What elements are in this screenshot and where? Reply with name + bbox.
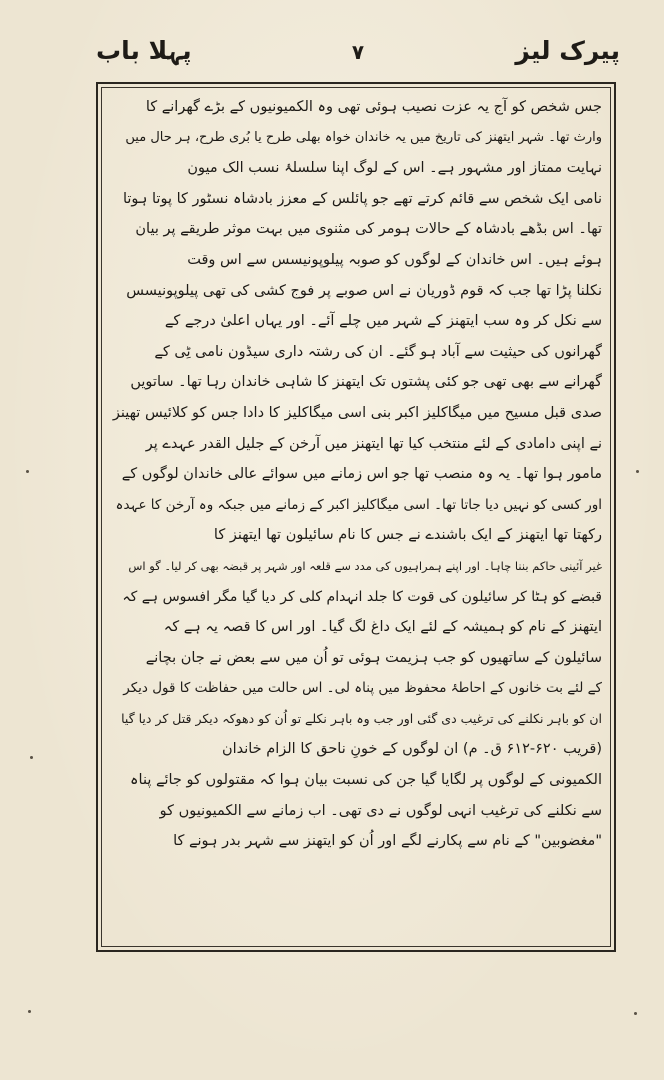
text-line: "مغضوبین" کے نام سے پکارنے لگے اور اُن کو ایتھنز سے شہر بدر ہونے کا [173,833,602,850]
text-line: سے نکل کر وہ سب ایتھنز کے شہر میں چلے آئے۔ اور یہاں اعلیٰ درجے کے [164,313,602,330]
paper-speck [634,1012,637,1015]
paper-speck [28,1010,31,1013]
text-line: (قریب ۶۲۰-۶۱۲ ق۔ م) ان لوگوں کے خونِ ناحق کا الزام خاندان [221,741,602,758]
text-line: جس شخص کو آج یہ عزت نصیب ہوئی تھی وہ الکمیونیوں کے بڑے گھرانے کا [145,99,602,115]
text-line: نے اپنی دامادی کے لئے منتخب کیا تھا ایتھنز میں آرخن کے جلیل القدر عہدے پر [145,435,602,452]
text-line: الکمیونی کے لوگوں پر لگایا گیا جن کی نسبت بیان ہوا کہ مقتولوں کو جائے پناہ [130,772,602,789]
text-line: سے نکلنے کی ترغیب انہی لوگوں نے دی تھی۔ اب زمانے سے الکمیونیوں کو [159,802,602,819]
running-title: پیرک لیز [515,36,620,65]
text-line: کے لئے بت خانوں کے احاطۂ محفوظ میں پناہ لی۔ اس حالت میں حفاظت کا قول دیکر [123,680,602,697]
text-line: اور کسی کو نہیں دیا جاتا تھا۔ اسی میگاکلیز اکبر کے زمانے میں جبکہ وہ آرخن کا عہدہ [115,496,602,513]
paper-speck [30,756,33,759]
text-line: ایتھنز کے نام کو ہمیشہ کے لئے ایک داغ لگ گیا۔ اور اس کا قصہ یہ ہے کہ [163,619,602,636]
text-line: قبضے کو ہٹا کر سائیلون کی قوت کا جلد انہدام کلی کر دیا گیا مگر افسوس ہے کہ [122,588,602,605]
paper-speck [26,470,29,473]
text-line: صدی قبل مسیح میں میگاکلیز اکبر بنی اسی میگاکلیز کا دادا جس کو کلائیس تھینز [112,404,602,421]
text-line: سائیلون کے ساتھیوں کو جب ہزیمت ہوئی تو اُن میں سے بعض نے جان بچانے [145,649,602,666]
text-line: نکلنا پڑا تھا جب کہ قوم ڈوریان نے اس صوبے پر فوج کشی کی تھی پیلوپونیسس [126,282,602,299]
text-line: نہایت ممتاز اور مشہور ہے۔ اس کے لوگ اپنا سلسلۂ نسب الک میون [187,160,602,177]
text-frame-border [96,82,616,952]
text-line: گھرانے سے بھی تھی جو کئی پشتوں تک ایتھنز کا شاہی خاندان رہا تھا۔ ساتویں [130,374,602,391]
text-line: گھرانوں کی حیثیت سے آباد ہو گئے۔ ان کی رشتہ داری سیڈون نامی ٹِی کے [154,343,602,360]
text-line: ان کو باہر نکلنے کی ترغیب دی گئی اور جب وہ باہر نکلے تو اُن کو دھوکہ دیکر قتل کر دیا گیا [121,710,602,726]
body-text [110,92,602,857]
text-line: وارث تھا۔ شہر ایتھنز کی تاریخ میں یہ خاندان خواہ بھلی طرح یا بُری طرح، ہر حال میں [125,129,602,145]
text-line: مامور ہوا تھا۔ یہ وہ منصب تھا جو اس زمانے میں سوائے عالی خاندان لوگوں کے [121,466,602,483]
text-line: ہوئے ہیں۔ اس خاندان کے لوگوں کو صوبہ پیلوپونیسس سے اس وقت [187,251,602,268]
text-line: غیر آئینی حاکم بننا چاہا۔ اور اپنے ہمراہیوں کی مدد سے قلعہ اور شہر پر قبضہ بھی کر لیا۔ گو اس [128,558,602,573]
text-line: نامی ایک شخص سے قائم کرتے تھے جو پائلس کے معزز بادشاہ نسٹور کا پوتا ہوتا [122,190,602,207]
page-number: ۷ [351,40,365,64]
text-line: رکھتا تھا ایتھنز کے ایک باشندے نے جس کا نام سائیلون تھا ایتھنز کا [213,527,602,544]
text-line: تھا۔ اس بڈھے بادشاہ کے حالات ہومر کی مثنوی میں بہت موثر طریقے پر بیان [135,221,602,238]
page-header [96,34,620,74]
paper-speck [636,470,639,473]
chapter-label: پہلا باب [96,36,192,65]
